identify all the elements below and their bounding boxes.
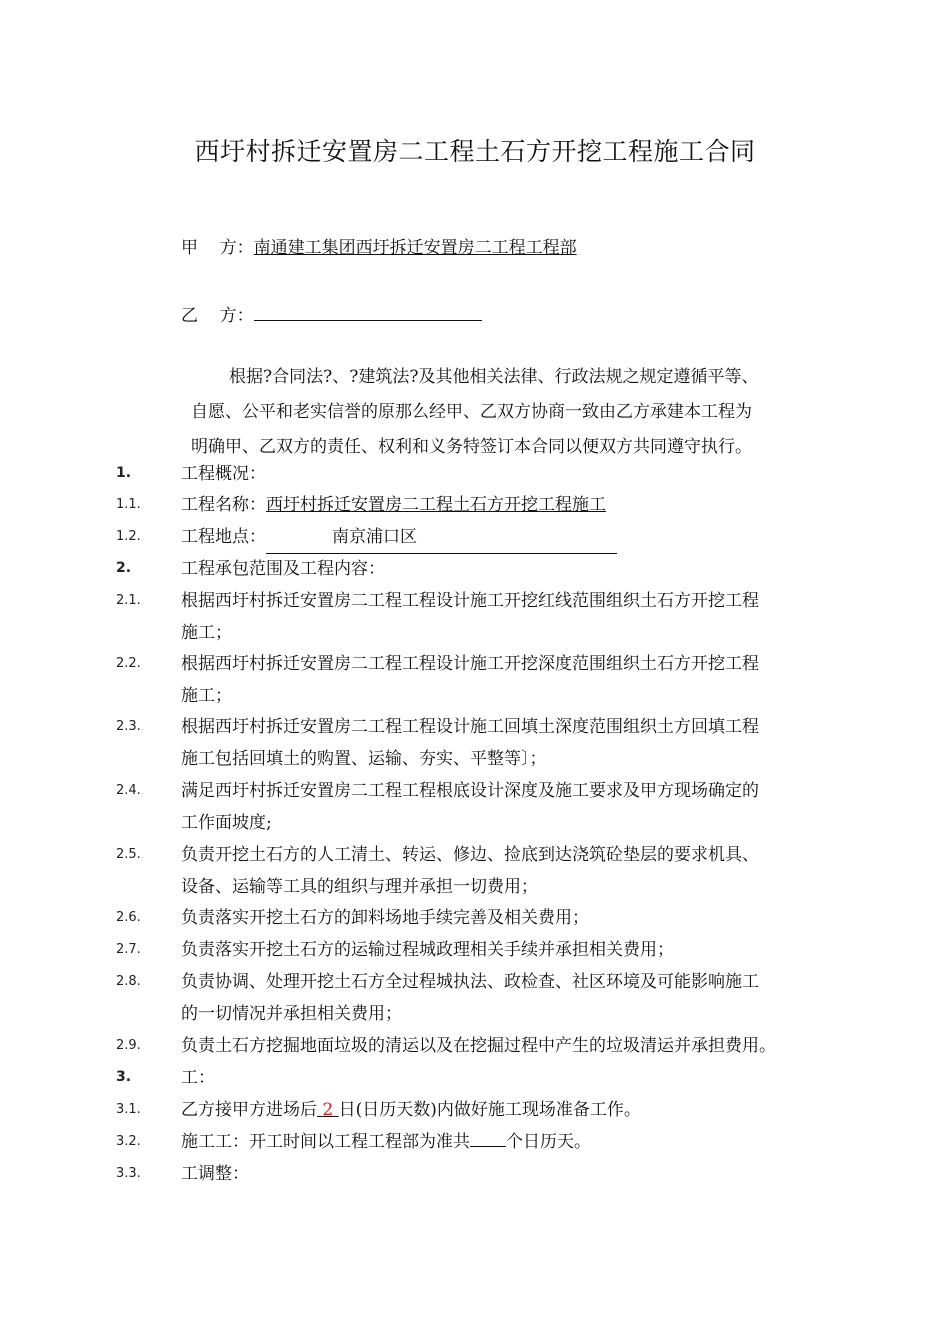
duration-blank xyxy=(470,1132,506,1147)
project-location-blank xyxy=(266,521,617,554)
party-a-line xyxy=(181,233,577,258)
section-number: 2.8. xyxy=(116,974,141,989)
section-text: 工程概况： xyxy=(181,464,266,484)
section-text xyxy=(181,521,841,554)
section-number: 2.9. xyxy=(116,1038,141,1053)
intro-line: 根据?合同法?、?建筑法?及其他相关法律、行政法规之规定遵循平等、 xyxy=(229,367,759,387)
section-text xyxy=(181,1126,841,1158)
section-text: 负责土石方挖掘地面垃圾的清运以及在挖掘过程中产生的垃圾清运并承担费用。 xyxy=(181,1036,776,1056)
section-number: 1. xyxy=(116,465,132,481)
text-line: 满足西圩村拆迁安置房二工程工程根底设计深度及施工要求及甲方现场确定的 xyxy=(181,781,759,801)
text-fragment: 日(日历天数)内做好施工现场准备工作。 xyxy=(338,1100,641,1120)
intro-line: 明确甲、乙双方的责任、权利和义务特签订本合同以便双方共同遵守执行。 xyxy=(191,437,752,457)
intro-paragraph xyxy=(191,360,841,465)
section-text: 工： xyxy=(181,1068,215,1088)
party-b-line xyxy=(181,301,482,326)
section-number: 3.2. xyxy=(116,1134,141,1149)
section-text: 负责落实开挖土石方的运输过程城政理相关手续并承担相关费用； xyxy=(181,940,674,960)
project-name-value: 西圩村拆迁安置房二工程土石方开挖工程施工 xyxy=(266,495,606,515)
text-line: 设备、运输等工具的组织与理并承担一切费用； xyxy=(181,877,538,897)
text-line: 负责协调、处理开挖土石方全过程城执法、政检查、社区环境及可能影响施工 xyxy=(181,972,759,992)
section-text xyxy=(181,775,841,839)
text-fragment: 乙方接甲方进场后 xyxy=(181,1100,317,1120)
text-line: 根据西圩村拆迁安置房二工程工程设计施工回填土深度范围组织土方回填工程 xyxy=(181,717,759,737)
section-text: 负责落实开挖土石方的卸料场地手续完善及相关费用； xyxy=(181,908,589,928)
section-number: 2.4. xyxy=(116,783,141,798)
text-line: 施工包括回填土的购置、运输、夯实、平整等〕； xyxy=(181,749,547,769)
prep-days-number: 2 xyxy=(322,1100,334,1120)
text-line: 工作面坡度; xyxy=(181,813,272,833)
party-b-blank xyxy=(254,306,482,321)
party-a-value: 南通建工集团西圩拆迁安置房二工程工程部 xyxy=(253,238,577,258)
project-location-value: 南京浦口区 xyxy=(332,527,417,547)
section-text xyxy=(181,585,841,649)
text-fragment: 个日历天。 xyxy=(506,1132,591,1152)
section-text xyxy=(181,1094,841,1126)
section-text xyxy=(181,489,841,521)
party-b-label: 乙 方： xyxy=(181,306,254,326)
text-line: 根据西圩村拆迁安置房二工程工程设计施工开挖深度范围组织土石方开挖工程 xyxy=(181,654,759,674)
document-title: 西圩村拆迁安置房二工程土石方开挖工程施工合同 xyxy=(194,137,756,166)
section-number: 2.7. xyxy=(116,942,141,957)
section-number: 2.1. xyxy=(116,593,141,608)
section-number: 3. xyxy=(116,1069,132,1085)
text-fragment: 施工工：开工时间以工程工程部为准共 xyxy=(181,1132,470,1152)
project-name-label: 工程名称： xyxy=(181,495,266,515)
section-number: 1.1. xyxy=(116,497,141,512)
section-text: 工调整： xyxy=(181,1164,249,1184)
section-number: 2.2. xyxy=(116,656,141,671)
section-number: 2.3. xyxy=(116,719,141,734)
party-a-label: 甲 方： xyxy=(181,238,254,258)
section-number: 3.3. xyxy=(116,1166,141,1181)
section-text xyxy=(181,711,841,775)
text-line: 施工； xyxy=(181,623,232,643)
section-number: 1.2. xyxy=(116,529,141,544)
section-number: 3.1. xyxy=(116,1102,141,1117)
text-line: 根据西圩村拆迁安置房二工程工程设计施工开挖红线范围组织土石方开挖工程 xyxy=(181,591,759,611)
text-line: 的一切情况并承担相关费用； xyxy=(181,1004,402,1024)
section-number: 2.5. xyxy=(116,847,141,862)
intro-line: 自愿、公平和老实信誉的原那么经甲、乙双方协商一致由乙方承建本工程为 xyxy=(191,402,752,422)
project-location-label: 工程地点： xyxy=(181,527,266,547)
section-number: 2.6. xyxy=(116,910,141,925)
text-line: 施工； xyxy=(181,686,232,706)
section-text: 工程承包范围及工程内容： xyxy=(181,559,385,579)
section-text xyxy=(181,648,841,712)
section-text xyxy=(181,966,841,1030)
section-text xyxy=(181,839,841,903)
section-number: 2. xyxy=(116,560,132,576)
prep-days-value xyxy=(317,1100,339,1120)
text-line: 负责开挖土石方的人工清土、转运、修边、捡底到达浇筑砼垫层的要求机具、 xyxy=(181,845,759,865)
